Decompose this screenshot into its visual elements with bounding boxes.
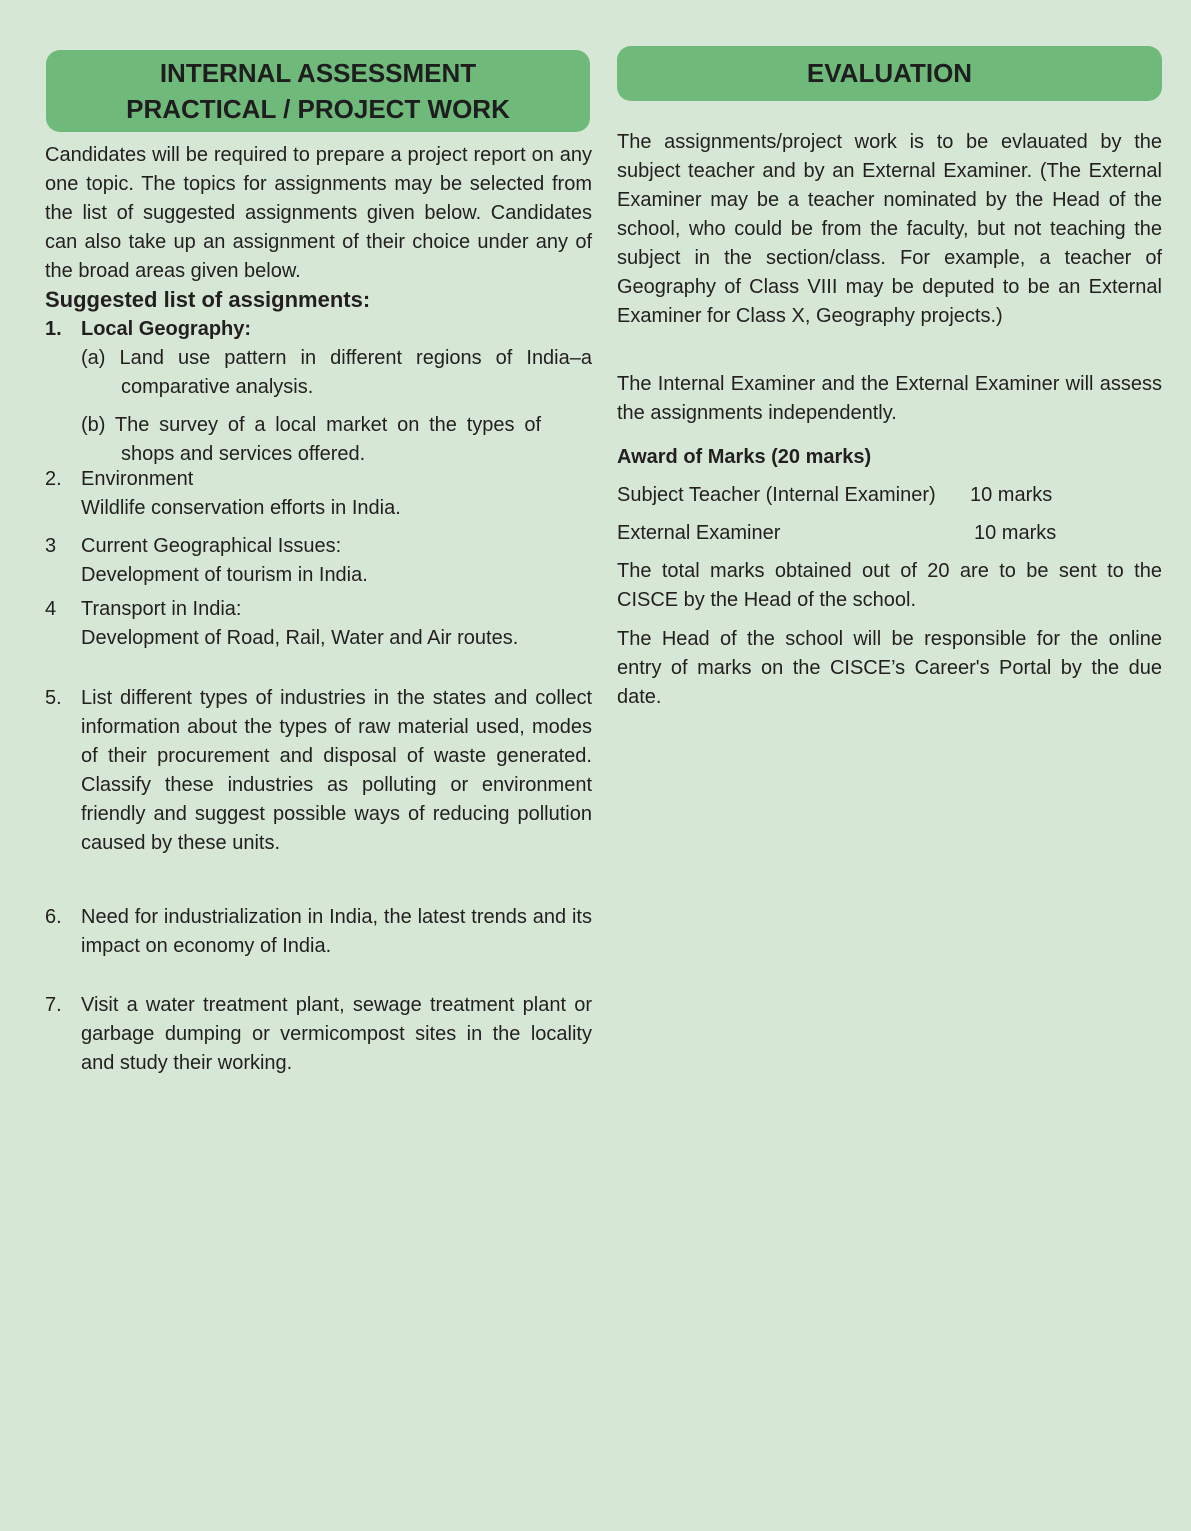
list-item	[45, 684, 592, 858]
list-heading: Suggested list of assignments:	[45, 287, 371, 312]
item-number: 4	[45, 598, 57, 620]
evaluation-paragraph: The assignments/project work is to be evlauated by the subject teacher and by an External Examiner. (The External Examiner may be a teacher nominated by the Head of the school, who could be from the faculty, but not teaching the subject in the section/class. For example, a teacher of Geography of Class VIII may be deputed to be an External Examiner for Class X, Geography projects.)	[617, 131, 1162, 327]
item-number: 7.	[45, 994, 62, 1016]
list-item	[45, 532, 592, 590]
item-number: 1.	[45, 318, 62, 340]
item-title: Local Geography:	[81, 318, 252, 340]
item-number: 5.	[45, 687, 62, 709]
marks-label: Subject Teacher (Internal Examiner)	[617, 484, 936, 506]
list-item	[45, 991, 592, 1078]
marks-value: 10 marks	[970, 484, 1053, 506]
marks-heading: Award of Marks (20 marks)	[617, 446, 872, 468]
item-number: 3	[45, 535, 57, 557]
marks-row	[617, 519, 1162, 548]
item-text: Visit a water treatment plant, sewage treatment plant or garbage dumping or vermicompost sites in the locality and study their working.	[81, 994, 592, 1074]
list-item	[45, 315, 592, 469]
list-item	[45, 595, 592, 653]
marks-value: 10 marks	[974, 522, 1057, 544]
item-text: Development of Road, Rail, Water and Air routes.	[81, 627, 519, 649]
header-line-2: PRACTICAL / PROJECT WORK	[126, 94, 510, 124]
item-text: Need for industrialization in India, the latest trends and its impact on economy of India.	[81, 906, 592, 957]
marks-label: External Examiner	[617, 522, 781, 544]
item-title: Transport in India:	[81, 598, 242, 620]
total-marks-paragraph: The total marks obtained out of 20 are to be sent to the CISCE by the Head of the school.	[617, 560, 1162, 611]
item-text: Development of tourism in India.	[81, 564, 368, 586]
evaluation-header	[617, 46, 1162, 101]
header-line-1: INTERNAL ASSESSMENT	[159, 58, 477, 88]
intro-paragraph: Candidates will be required to prepare a project report on any one topic. The topics for assignments may be selected from the list of suggested assignments given below. Candidates can also take up an assignment of their choice under any of the broad areas given below.	[45, 144, 592, 282]
item-text: Wildlife conservation efforts in India.	[81, 497, 401, 519]
online-entry-paragraph: The Head of the school will be responsible for the online entry of marks on the CISCE’s Career's Portal by the due date.	[617, 628, 1162, 708]
item-text: List different types of industries in the states and collect information about the types of raw material used, modes of their procurement and disposal of waste generated. Classify these industries as polluting or environment friendly and suggest possible ways of reducing pollution caused by these units.	[81, 687, 592, 854]
marks-row	[617, 481, 1162, 510]
item-title: Environment	[81, 468, 194, 490]
sub-item: (b) The survey of a local market on the types of shops and services offered.	[81, 414, 541, 465]
item-number: 6.	[45, 906, 62, 928]
list-item	[45, 465, 592, 523]
item-title: Current Geographical Issues:	[81, 535, 342, 557]
examiners-paragraph: The Internal Examiner and the External Examiner will assess the assignments independently.	[617, 373, 1162, 424]
list-item	[45, 903, 592, 961]
evaluation-title: EVALUATION	[806, 58, 973, 88]
internal-assessment-header	[46, 50, 590, 132]
sub-item: (a) Land use pattern in different regions of India–a comparative analysis.	[81, 347, 592, 398]
item-number: 2.	[45, 468, 62, 490]
